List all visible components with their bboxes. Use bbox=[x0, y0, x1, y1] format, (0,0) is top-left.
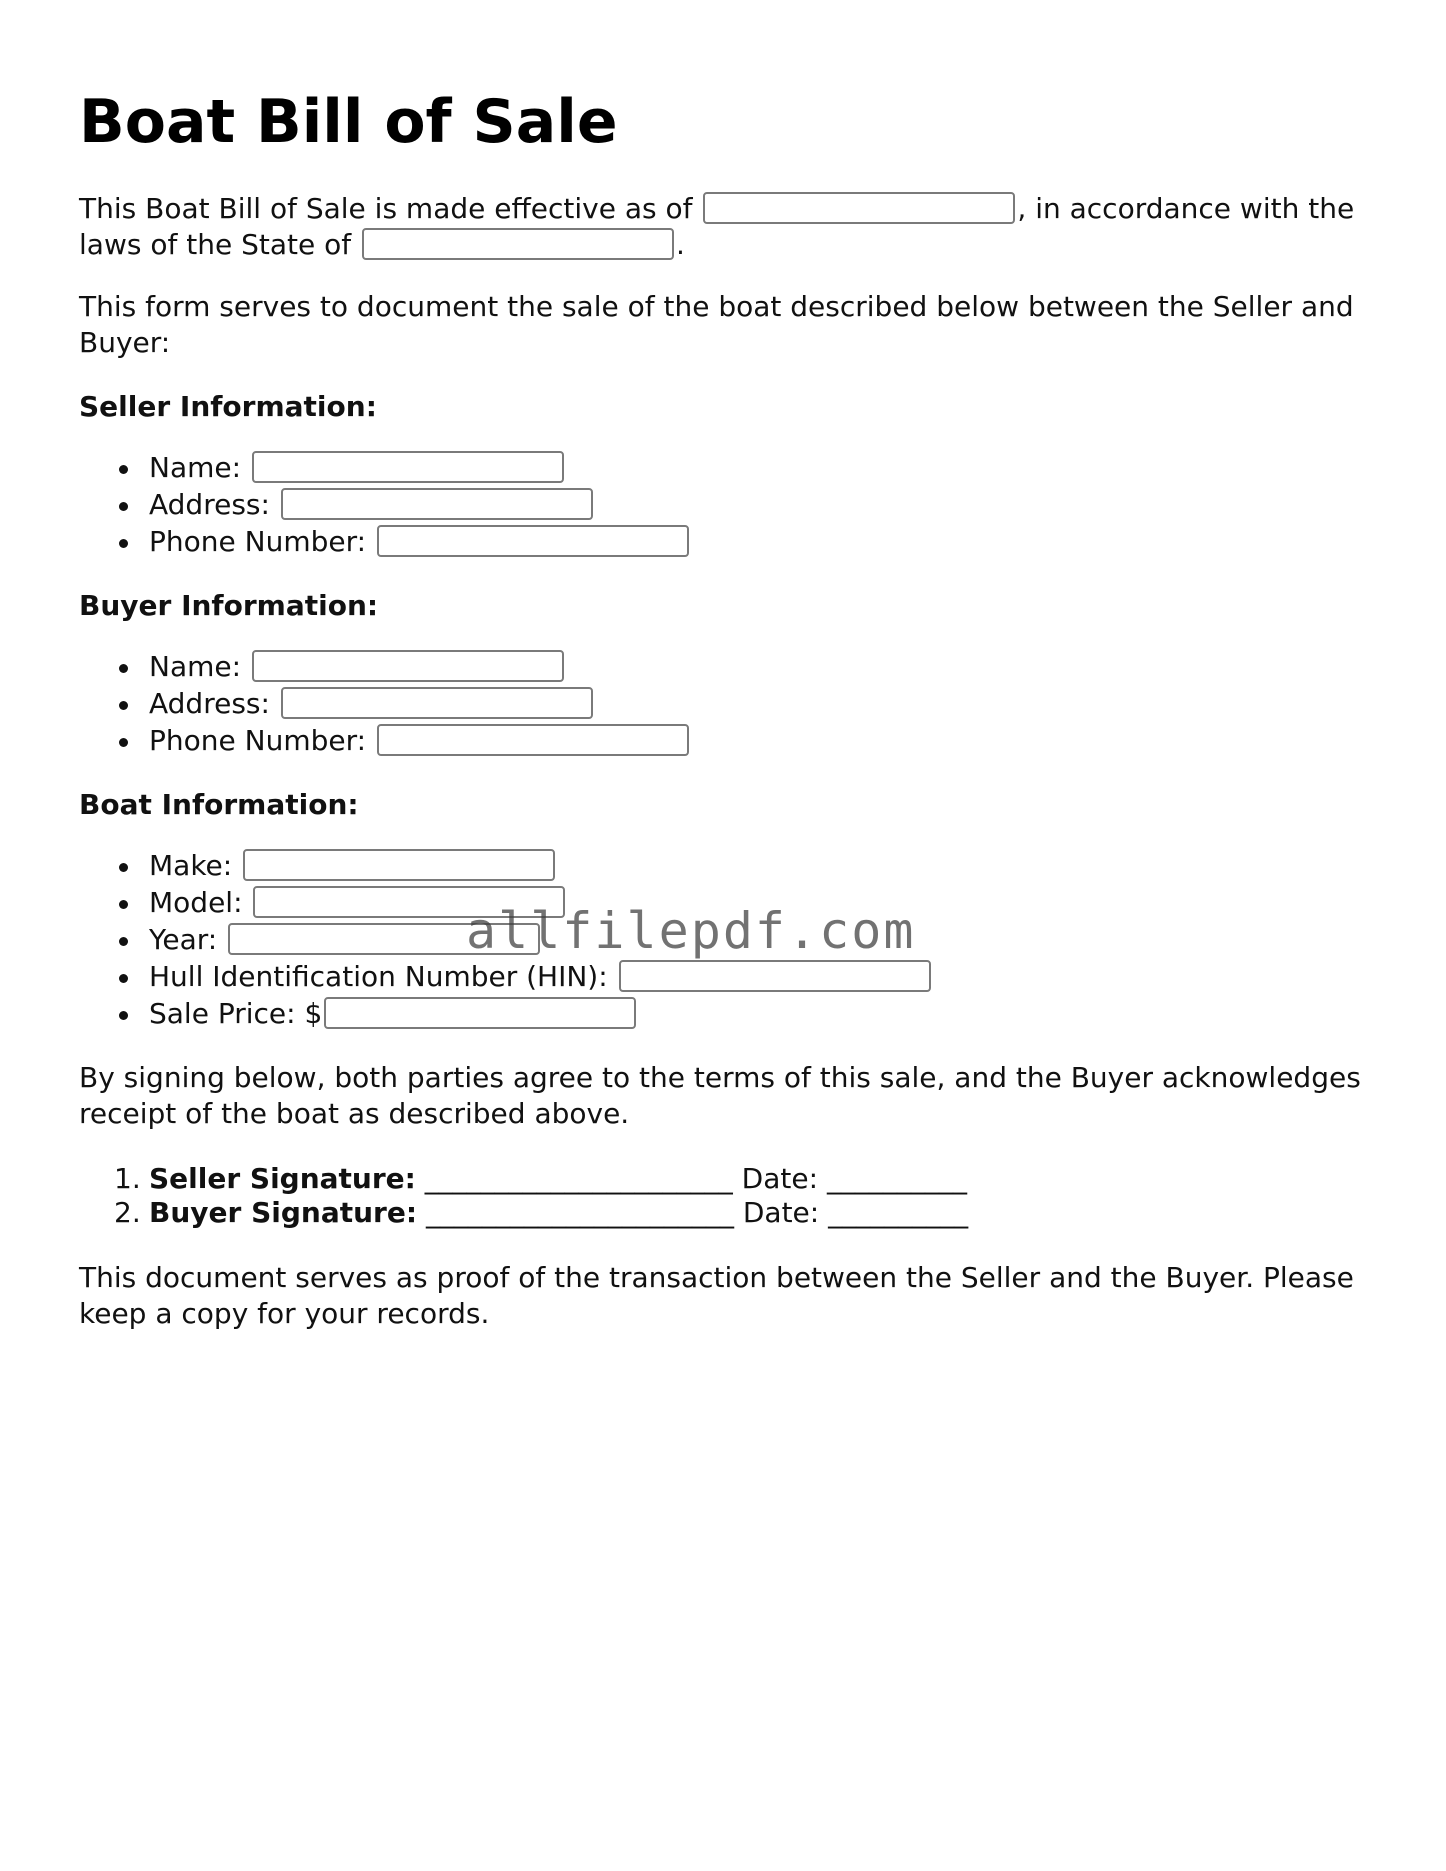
seller-signature-line[interactable]: ______________________ bbox=[424, 1162, 733, 1195]
buyer-heading: Buyer Information: bbox=[79, 589, 379, 622]
footer-paragraph: This document serves as proof of the transaction between the Seller and the Buyer. Please keep a copy for your records. bbox=[79, 1261, 1354, 1330]
buyer-signature-label: Buyer Signature: bbox=[149, 1196, 418, 1229]
seller-address-label: Address: bbox=[149, 488, 270, 521]
sale-price-label: Sale Price: $ bbox=[149, 997, 323, 1030]
seller-signature-label: Seller Signature: bbox=[149, 1162, 416, 1195]
list-item bbox=[149, 523, 1379, 560]
seller-address-field[interactable] bbox=[281, 488, 593, 520]
boat-hin-label: Hull Identification Number (HIN): bbox=[149, 960, 608, 993]
list-item bbox=[149, 847, 1379, 884]
list-item bbox=[149, 722, 1379, 759]
boat-model-label: Model: bbox=[149, 886, 243, 919]
seller-date-line[interactable]: __________ bbox=[826, 1162, 967, 1195]
boat-year-label: Year: bbox=[149, 923, 218, 956]
buyer-address-label: Address: bbox=[149, 687, 270, 720]
state-field[interactable] bbox=[362, 228, 674, 260]
list-item bbox=[149, 958, 1379, 995]
seller-heading: Seller Information: bbox=[79, 390, 377, 423]
seller-signature-number: 1. bbox=[114, 1162, 141, 1195]
list-item bbox=[149, 449, 1379, 486]
boat-make-field[interactable] bbox=[243, 849, 555, 881]
document-page bbox=[79, 88, 1379, 1332]
description-paragraph: This form serves to document the sale of the boat described below between the Seller and Buyer: bbox=[79, 290, 1354, 359]
buyer-date-label: Date: bbox=[742, 1196, 820, 1229]
watermark: allfilepdf.com bbox=[466, 902, 916, 960]
list-item bbox=[149, 685, 1379, 722]
buyer-name-label: Name: bbox=[149, 650, 242, 683]
list-item bbox=[114, 1162, 1379, 1196]
list-item bbox=[149, 486, 1379, 523]
effective-date-field[interactable] bbox=[703, 192, 1015, 224]
buyer-signature-line[interactable]: ______________________ bbox=[425, 1196, 734, 1229]
seller-name-field[interactable] bbox=[252, 451, 564, 483]
seller-name-label: Name: bbox=[149, 451, 242, 484]
boat-hin-field[interactable] bbox=[619, 960, 931, 992]
seller-list bbox=[79, 449, 1379, 560]
seller-phone-field[interactable] bbox=[377, 525, 689, 557]
boat-heading: Boat Information: bbox=[79, 788, 359, 821]
list-item bbox=[149, 648, 1379, 685]
seller-phone-label: Phone Number: bbox=[149, 525, 367, 558]
intro-text-end: . bbox=[675, 228, 685, 261]
buyer-address-field[interactable] bbox=[281, 687, 593, 719]
buyer-name-field[interactable] bbox=[252, 650, 564, 682]
sale-price-field[interactable] bbox=[324, 997, 636, 1029]
buyer-phone-label: Phone Number: bbox=[149, 724, 367, 757]
list-item bbox=[149, 995, 1379, 1032]
page-title: Boat Bill of Sale bbox=[79, 87, 618, 157]
boat-make-label: Make: bbox=[149, 849, 233, 882]
seller-date-label: Date: bbox=[741, 1162, 819, 1195]
buyer-phone-field[interactable] bbox=[377, 724, 689, 756]
signature-list bbox=[79, 1162, 1379, 1230]
intro-text-before-date: This Boat Bill of Sale is made effective as of bbox=[79, 192, 693, 225]
list-item bbox=[114, 1196, 1379, 1230]
intro-paragraph bbox=[79, 191, 1379, 263]
closing-paragraph: By signing below, both parties agree to the terms of this sale, and the Buyer acknowledges receipt of the boat as described above. bbox=[79, 1061, 1361, 1130]
buyer-date-line[interactable]: __________ bbox=[828, 1196, 969, 1229]
intro-text-after-date: , in accordance with the laws of the State of bbox=[79, 192, 1355, 261]
buyer-list bbox=[79, 648, 1379, 759]
buyer-signature-number: 2. bbox=[114, 1196, 141, 1229]
